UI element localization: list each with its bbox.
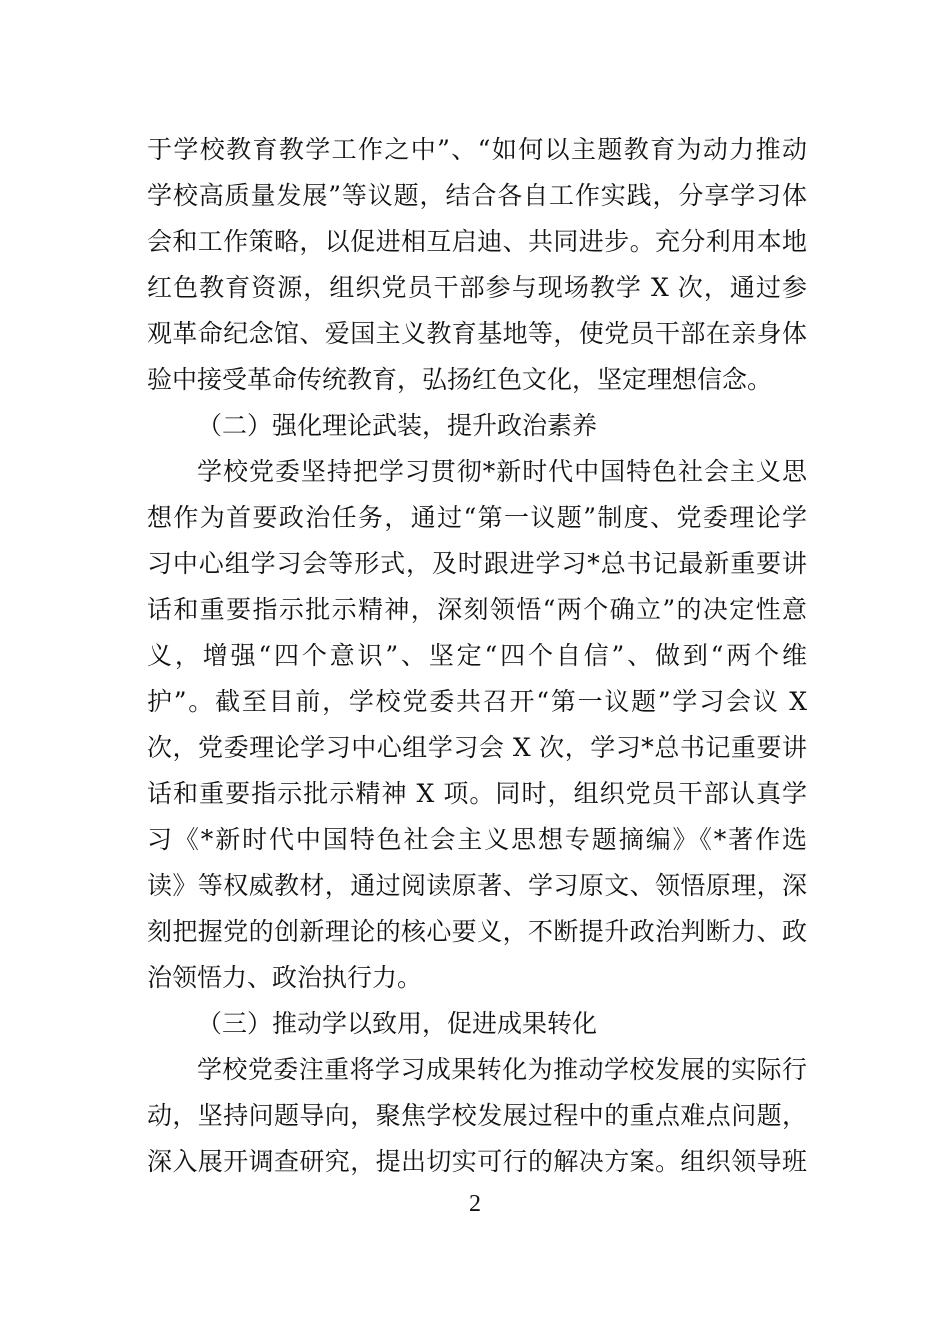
paragraph-line: 会和工作策略，以促进相互启迪、共同进步。充分利用本地 bbox=[147, 227, 807, 256]
paragraph-line: 话和重要指示批示精神 X 项。同时，组织党员干部认真学 bbox=[147, 779, 807, 808]
paragraph-line: 观革命纪念馆、爱国主义教育基地等，使党员干部在亲身体 bbox=[147, 319, 807, 348]
paragraph-line: 话和重要指示批示精神，深刻领悟“两个确立”的决定性意 bbox=[147, 595, 807, 624]
paragraph-line: 红色教育资源，组织党员干部参与现场教学 X 次，通过参 bbox=[147, 273, 807, 302]
paragraph-line: 读》等权威教材，通过阅读原著、学习原文、领悟原理，深 bbox=[147, 871, 807, 900]
section-heading-3: （三）推动学以致用，促进成果转化 bbox=[197, 1009, 598, 1038]
paragraph-line: 学校党委坚持把学习贯彻*新时代中国特色社会主义思 bbox=[197, 457, 807, 486]
paragraph-line: 护”。截至目前，学校党委共召开“第一议题”学习会议 X bbox=[147, 687, 807, 716]
paragraph-line: 学校高质量发展”等议题，结合各自工作实践，分享学习体 bbox=[147, 181, 807, 210]
section-heading-2: （二）强化理论武装，提升政治素养 bbox=[197, 411, 598, 440]
paragraph-line: 治领悟力、政治执行力。 bbox=[147, 963, 423, 992]
paragraph-line: 习中心组学习会等形式，及时跟进学习*总书记最新重要讲 bbox=[147, 549, 807, 578]
paragraph-line: 习《*新时代中国特色社会主义思想专题摘编》《*著作选 bbox=[147, 825, 807, 854]
paragraph-line: 想作为首要政治任务，通过“第一议题”制度、党委理论学 bbox=[147, 503, 807, 532]
paragraph-line: 于学校教育教学工作之中”、“如何以主题教育为动力推动 bbox=[147, 135, 807, 164]
paragraph-line: 动，坚持问题导向，聚焦学校发展过程中的重点难点问题， bbox=[147, 1101, 807, 1130]
paragraph-line: 学校党委注重将学习成果转化为推动学校发展的实际行 bbox=[197, 1055, 807, 1084]
paragraph-line: 次，党委理论学习中心组学习会 X 次，学习*总书记重要讲 bbox=[147, 733, 807, 762]
paragraph-line: 义，增强“四个意识”、坚定“四个自信”、做到“两个维 bbox=[147, 641, 807, 670]
paragraph-line: 刻把握党的创新理论的核心要义，不断提升政治判断力、政 bbox=[147, 917, 807, 946]
page-number: 2 bbox=[469, 1191, 481, 1217]
paragraph-line: 深入展开调查研究，提出切实可行的解决方案。组织领导班 bbox=[147, 1147, 807, 1176]
paragraph-line: 验中接受革命传统教育，弘扬红色文化，坚定理想信念。 bbox=[147, 365, 773, 394]
